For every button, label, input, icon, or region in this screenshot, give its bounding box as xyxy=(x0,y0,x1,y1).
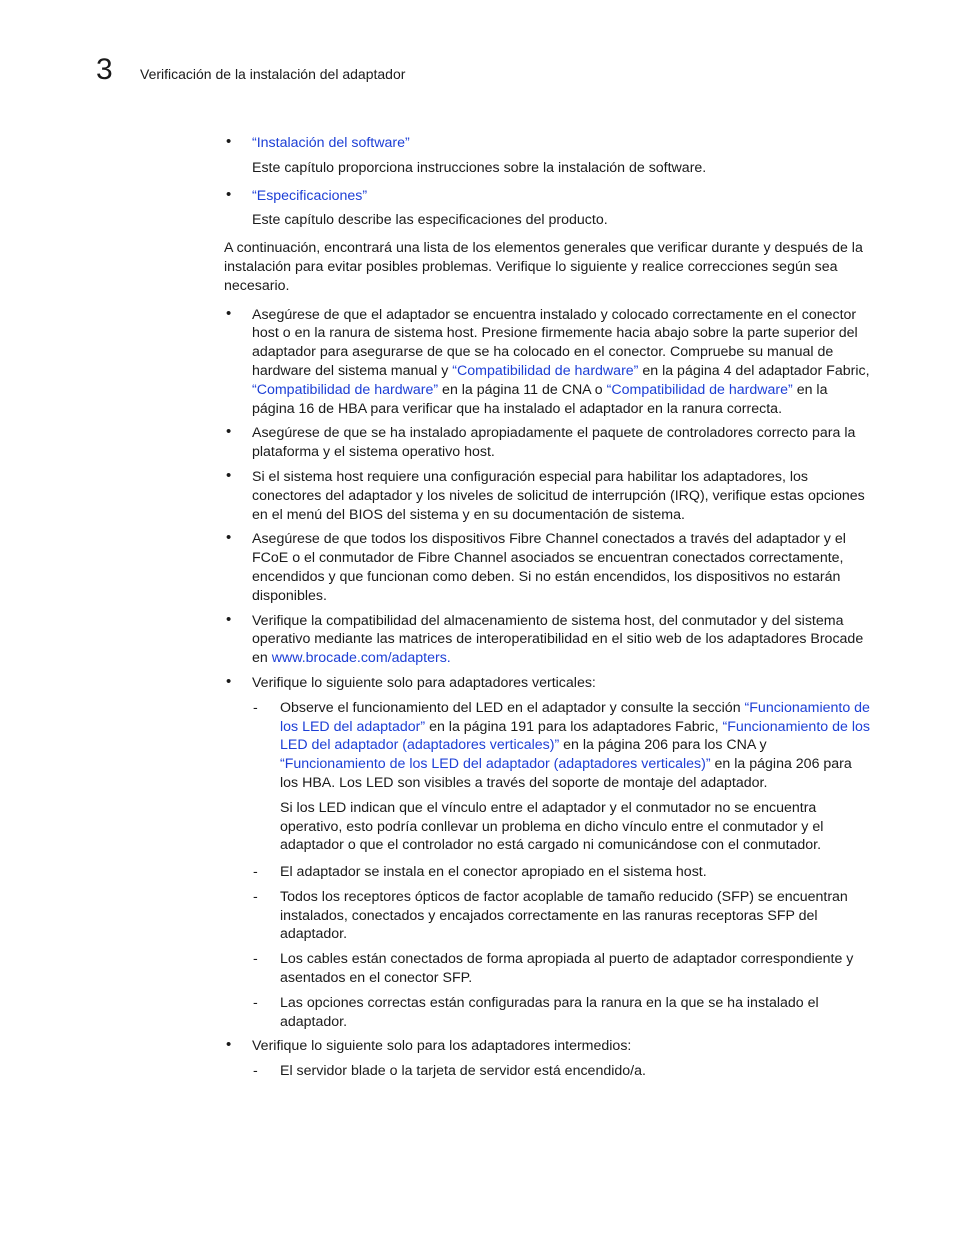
bullet-marker: • xyxy=(226,529,232,547)
item-text: Las opciones correctas están configuradas para la ranura en la que se ha instalado el adaptador. xyxy=(280,994,819,1030)
dash-marker: - xyxy=(253,699,258,716)
sub-list-item xyxy=(252,950,870,988)
item-text: El adaptador se instala en el conector apropiado en el sistema host. xyxy=(280,864,707,881)
page-body xyxy=(224,134,870,1081)
item-text: Verifique lo siguiente solo para adaptadores verticales: xyxy=(252,674,596,691)
item-text: Verifique la compatibilidad del almacenamiento de sistema host, del conmutador y del sistema operativo mediante las matrices de interoperatibilidad en el sitio web de los adaptadores Brocade en xyxy=(252,612,864,667)
list-item xyxy=(224,530,870,605)
list-item xyxy=(224,612,870,668)
dash-marker: - xyxy=(253,864,258,881)
list-item xyxy=(224,306,870,419)
list-item xyxy=(224,1037,870,1081)
led-note: Si los LED indican que el vínculo entre el adaptador y el conmutador no se encuentra operativo, esto podría conllevar un problema en dicho vínculo entre el conmutador y el adaptador o que el controlador no está cargado ni comunicándose con el conmutador. xyxy=(280,799,824,854)
link-description: Este capítulo describe las especificaciones del producto. xyxy=(252,212,608,229)
list-item xyxy=(224,187,870,231)
sub-list-item xyxy=(252,699,870,855)
bullet-marker: • xyxy=(226,185,232,203)
item-text: en la página 206 para los HBA. Los LED son visibles a través del soporte de montaje del adaptador. xyxy=(280,756,852,791)
link-funcionamiento-led[interactable]: “Funcionamiento de los LED del adaptador (adaptadores verticales)” xyxy=(280,756,711,773)
bullet-marker: • xyxy=(226,423,232,441)
link-funcionamiento-led[interactable]: “Funcionamiento de los LED del adaptador (adaptadores verticales)” xyxy=(280,718,870,754)
link-compatibilidad-hardware[interactable]: “Compatibilidad de hardware” xyxy=(252,381,439,398)
item-text: Asegúrese de que se ha instalado apropiadamente el paquete de controladores correcto para la plataforma y el sistema operativo host. xyxy=(252,425,856,461)
dash-marker: - xyxy=(253,1063,258,1080)
item-text: Los cables están conectados de forma apropiada al puerto de adaptador correspondiente y asentados en el conector SFP. xyxy=(280,951,854,987)
sub-list-item xyxy=(252,863,870,882)
list-item xyxy=(224,468,870,524)
link-compatibilidad-hardware[interactable]: “Compatibilidad de hardware” xyxy=(606,381,793,398)
item-text: en la página 191 para los adaptadores Fabric, xyxy=(425,718,723,735)
item-text: en la página 4 del adaptador Fabric, xyxy=(638,362,870,379)
link-description: Este capítulo proporciona instrucciones sobre la instalación de software. xyxy=(252,159,707,176)
sub-list-item xyxy=(252,888,870,944)
chapter-number: 3 xyxy=(96,53,113,86)
bullet-marker: • xyxy=(226,1036,232,1054)
link-especificaciones[interactable]: “Especificaciones” xyxy=(252,187,368,204)
item-text: Asegúrese de que todos los dispositivos Fibre Channel conectados a través del adaptador y el FCoE o el conmutador de Fibre Channel asociados se encuentran conectados correctamente, encendidos y que funcionan como deben. Si no están encendidos, los dispositivos no estarán disponibles. xyxy=(252,531,846,604)
list-item xyxy=(224,424,870,462)
item-text: Si el sistema host requiere una configuración especial para habilitar los adaptadores, los conectores del adaptador y los niveles de solicitud de interrupción (IRQ), verifique estas opciones en el menú del BIOS del sistema y en su documentación de sistema. xyxy=(252,468,865,523)
running-title: Verificación de la instalación del adaptador xyxy=(140,66,406,82)
dash-marker: - xyxy=(253,994,258,1011)
link-brocade-adapters[interactable]: www.brocade.com/adapters. xyxy=(271,650,451,667)
bullet-marker: • xyxy=(226,133,232,150)
sub-list-item xyxy=(252,994,870,1032)
item-text: Verifique lo siguiente solo para los adaptadores intermedios: xyxy=(252,1038,632,1055)
bullet-marker: • xyxy=(226,304,232,322)
bullet-marker: • xyxy=(226,466,232,484)
dash-marker: - xyxy=(253,888,258,905)
link-funcionamiento-led[interactable]: “Funcionamiento de los LED del adaptador” xyxy=(280,699,870,735)
dash-marker: - xyxy=(253,951,258,968)
item-text: Asegúrese de que el adaptador se encuentra instalado y colocado correctamente en el conector host o en la ranura de sistema host. Presione firmemente hacia abajo sobre la parte superior del adaptador para asegurarse de que se ha colocado en el conector. Compruebe su manual de hardware del sistema manual y xyxy=(252,306,858,379)
bullet-marker: • xyxy=(226,672,232,690)
link-instalacion-software[interactable]: “Instalación del software” xyxy=(252,135,410,151)
item-text: El servidor blade o la tarjeta de servidor está encendido/a. xyxy=(280,1063,646,1080)
intro-paragraph: A continuación, encontrará una lista de los elementos generales que verificar durante y después de la instalación para evitar posibles problemas. Verifique lo siguiente y realice correcciones según sea necesario. xyxy=(224,240,863,294)
item-text: Observe el funcionamiento del LED en el adaptador y consulte la sección xyxy=(280,699,745,716)
list-item xyxy=(224,674,870,1032)
sub-list-item xyxy=(252,1062,870,1081)
item-text: Todos los receptores ópticos de factor acoplable de tamaño reducido (SFP) se encuentran instalados, conectados y encajados correctamente en las ranuras receptoras SFP del adaptador. xyxy=(280,888,848,943)
item-text: en la página 16 de HBA para verificar que ha instalado el adaptador en la ranura correcta. xyxy=(252,381,828,417)
bullet-marker: • xyxy=(226,610,232,628)
item-text: en la página 206 para los CNA y xyxy=(559,737,767,754)
item-text: en la página 11 de CNA o xyxy=(438,381,607,398)
link-compatibilidad-hardware[interactable]: “Compatibilidad de hardware” xyxy=(452,362,639,379)
list-item xyxy=(224,134,870,178)
